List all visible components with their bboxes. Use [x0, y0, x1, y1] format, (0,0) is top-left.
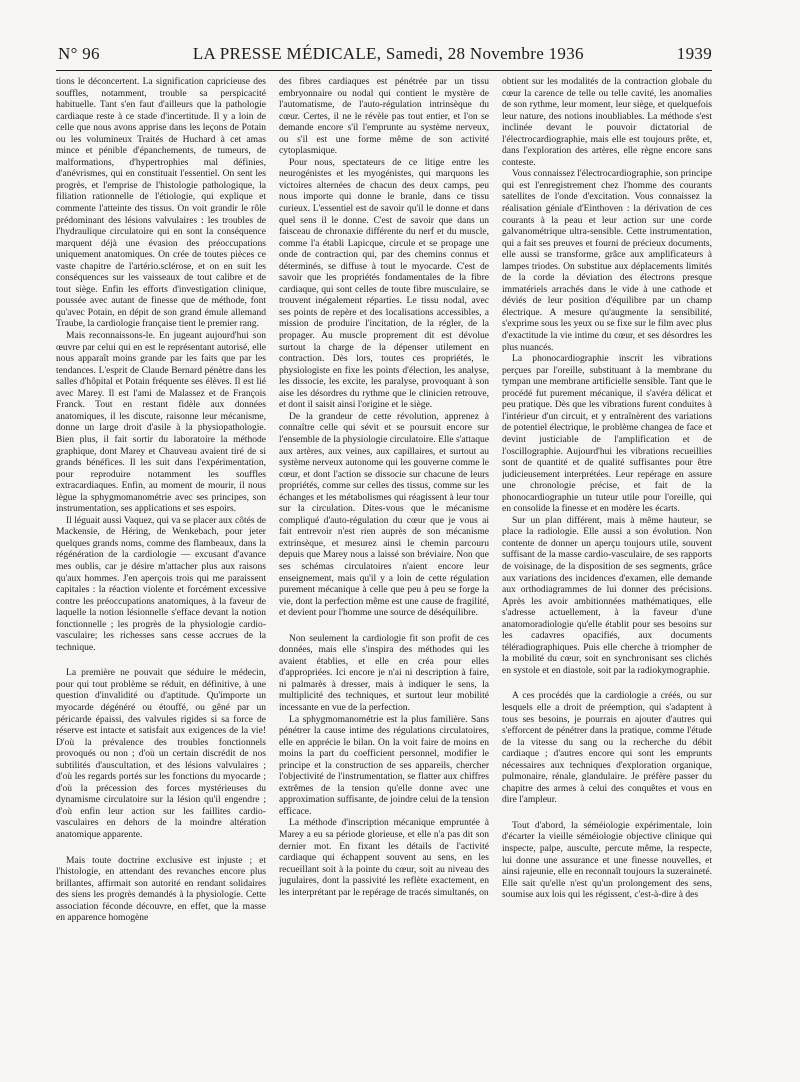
- paragraph: Non seulement la cardiologie fit son profit de ces données, mais elle s'inspira des méthodes qui les avaient établies, et elle en créa pour elles d'appropriées. Ici encore je n'ai ni description à faire, ni palmarès à dresser, mais à indiquer le sens, la multiplicité des techniques, et surtout leur mobilité incessante en vue de la perfection.: [279, 632, 489, 713]
- paragraph: Mais toute doctrine exclusive est injuste ; et l'histologie, en attendant des revanches encore plus brillantes, affirmait son autorité en rendant solidaires des siens les progrès demandés à la physiologie. Cette association féconde découvre, en effet, que la masse en apparence homogène: [56, 854, 266, 924]
- paragraph: tions le déconcertent. La signification capricieuse des souffles, notamment, trouble sa perspicacité habituelle. Tant s'en faut d'ailleurs que la pathologie cardiaque reste à ce stade d'incertitude. Il y a loin de celle que nous avons apprise dans les leçons de Potain ou les volumineux Traités de Huchard à cet amas mince et pénible d'épanchements, de tumeurs, de malformations, d'hypertrophies mal définies, d'anévrismes, qui en constituait l'essentiel. On sent les progrès, et l'emprise de l'histologie pathologique, la filiation rationnelle de l'étiologie, qui explique et commente l'atteinte des tissus. On voit grandir le rôle prédominant des lésions valvulaires : les troubles de l'hydraulique circulatoire qui en sont la conséquence marquent déjà une évasion des préoccupations uniquement anatomiques. On crée de toutes pièces ce vaste chapitre de l'artério.sclérose, et on en suit les conséquences sur les vaisseaux de tout calibre et de tout siège. Enfin les efforts d'investigation clinique, poussée avec autant de finesse que de méthode, font qu'avec Potain, en dépit de son grand émule allemand Traube, la cardiologie française tient le premier rang.: [56, 76, 266, 330]
- paragraph: La méthode d'inscription mécanique empruntée à Marey a eu sa période glorieuse, et elle n'a pas dit son dernier mot. En fixant les détails de l'activité cardiaque qui échappent souvent au sens, en les recueillant soit à la pointe du cœur, soit au niveau des jugulaires, dont la passivité les reflète exactement, en les interprétant par le repérage de tracés simultanés, on: [279, 817, 489, 898]
- paragraph: obtient sur les modalités de la contraction globale du cœur la carence de telle ou telle cavité, les anomalies de son rythme, leur moment, leur siège, et quelquefois leur nature, des notions inoubliables. La méthode s'est inclinée devant le pouvoir dictatorial de l'électrocardiographie, mais elle est toujours prête, et, dans l'exploration des artères, elle règne encore sans conteste.: [502, 76, 712, 168]
- page-number: 1939: [676, 44, 712, 63]
- paragraph: Pour nous, spectateurs de ce litige entre les neurogénistes et les myogénistes, qui marquons les victoires alternées de chacun des deux camps, peu nous importe qui donne le branle, dans ce tissu curieux. L'essentiel est de savoir qu'il le donne et dans quel sens il le donne. C'est de savoir que dans un faisceau de chronaxie différente du nerf et du muscle, comme l'a établi Lapicque, circule et se propage une onde de contraction qui, par des chemins connus et déterminés, se diffuse à tout le myocarde. C'est de savoir que les propriétés fondamentales de la fibre cardiaque, qui sont celles de toute fibre musculaire, se trouvent inégalement réparties. Le tissu nodal, avec ses points de repère et des localisations accessibles, a mission de produire l'incitation, de la régler, de la propager. Au muscle proprement dit est dévolue surtout la charge de la dépenser utilement en contraction. Dès lors, toutes ces propriétés, le physiologiste en fixe les points d'élection, les analyse, les dissocie, les excite, les paralyse, provoquant à son aise les désordres du rythme que le clinicien retrouve, et dont il saisit ainsi l'origine et le siège.: [279, 156, 489, 411]
- paragraph: A ces procédés que la cardiologie a créés, ou sur lesquels elle a droit de préemption, qui s'adaptent à tous ses besoins, je pourrais en ajouter d'autres qui s'efforcent de pénétrer dans la pratique, comme l'étude de la vitesse du sang ou la recherche du débit cardiaque ; d'autres encore qui sont les emprunts nécessaires aux techniques d'exploration organique, pulmonaire, rénale, glandulaire. Je préfère passer du chapitre des armes à celui des conquêtes et vous en dire l'ampleur.: [502, 690, 712, 806]
- paragraph: Mais reconnaissons-le. En jugeant aujourd'hui son œuvre par celui qui en est le représentant autorisé, elle nous apparaît moins grande par les faits que par les tendances. L'esprit de Claude Bernard pénètre dans les salles d'hôpital et Potain fréquente ses élèves. Il est lié avec Marey. Il est l'ami de Malassez et de François Franck. Tout en restant fidèle aux données anatomiques, il les discute, raisonne leur mécanisme, donne un large droit d'asile à la physiopathologie. Bien plus, il fait sortir du laboratoire la méthode graphique, dont Marey et Chauveau avaient tiré de si grands bénéfices. Il les suit dans l'expérimentation, pour reproduire notamment les souffles extracardiaques. Enfin, au moment de mourir, il nous lègue la sphygmomanométrie avec ses principes, son instrumentation, ses applications et ses espoirs.: [56, 330, 266, 515]
- paragraph: Tout d'abord, la séméiologie expérimentale, loin d'écarter la vieille séméiologie objective clinique qui inspecte, palpe, ausculte, percute même, la respecte, lui donne une assurance et une finesse nouvelles, et ainsi rajeunie, elle en reconnaît toujours la suzeraineté. Elle sait qu'elle n'est qu'un prolongement des sens, soumise aux lois qui les régissent, c'est-à-dire à des: [502, 819, 712, 901]
- header-rule: [56, 70, 712, 71]
- paragraph: La sphygmomanométrie est la plus familière. Sans pénétrer la cause intime des régulations circulatoires, elle en apprécie le bilan. On la voit faire de moins en moins la part du coefficient personnel, modifier le principe et la construction de ses appareils, chercher l'objectivité de l'instrumentation, se flatter aux chiffres extrêmes de la tension qu'elle donne avec une approximation suffisante, de joindre celui de la tension efficace.: [279, 713, 489, 817]
- journal-title: LA PRESSE MÉDICALE, Samedi, 28 Novembre 1936: [192, 44, 584, 63]
- paragraph: La première ne pouvait que séduire le médecin, pour qui tout problème se réduit, en définitive, à une question d'invalidité ou d'aptitude. Qu'importe un myocarde dégénéré ou étouffé, ou gêné par un péricarde épaissi, des valvules rigides si sa force de réserve est intacte et satisfait aux exigences de la vie! D'où la prévalence des troubles fonctionnels provoqués ou non ; d'où un certain discrédit de nos subtilités d'auscultation, et des lésions valvulaires ; d'où les regards portés sur les fonctions du myocarde ; d'où la précession des forces mystérieuses du dynamisme circulatoire sur la lésion qu'il engendre ; d'où enfin leur action sur les faillites cardio-vasculaires en dehors de la moindre altération anatomique apparente.: [56, 667, 266, 840]
- paragraph: Vous connaissez l'électrocardiographie, son principe qui est l'enregistrement chez l'homme des courants satellites de l'onde d'excitation. Vous connaissez la réalisation géniale d'Einthoven : la dérivation de ces courants à la peau et leur action sur une corde galvanométrique ultra-sensible. Cette instrumentation, qui a fait ses preuves et fourni de précieux documents, elle aussi se transforme, grâce aux amplificateurs à lampes triodes. On substitue aux déplacements limités de la corde la déviation des électrons presque immatériels arrachés dans le vide à une cathode et déviés de leur position d'équilibre par un champ électrique. A mesure qu'augmente la sensibilité, s'exprime sous les yeux ou se fixe sur le film avec plus d'exactitude la vie intime du cœur, et ses désordres les plus nuancés.: [502, 168, 712, 353]
- paragraph: des fibres cardiaques est pénétrée par un tissu embryonnaire ou nodal qui contient le mystère de l'automatisme, de l'auto-régulation intrinsèque du cœur. Certes, il ne le révèle pas tout entier, et l'on se demande encore s'il l'emprunte au système nerveux, ou s'il est une forme même de son activité cytoplasmique.: [279, 76, 489, 157]
- issue-number: N° 96: [58, 44, 100, 63]
- column-2: [279, 76, 489, 1071]
- paragraph: De la grandeur de cette révolution, apprenez à connaître celle qui sévit et se poursuit encore sur l'ensemble de la physiologie circulatoire. Elle s'attaque aux artères, aux veines, aux capillaires, et surtout au système nerveux autonome qui les gouverne comme le cœur, et dont l'action se dissocie sur chacune de leurs propriétés, comme sur celles des tissus, comme sur les échanges et les métabolismes qui réagissent à leur tour sur la circulation. Dites-vous que le mécanisme compliqué d'auto-régulation du cœur que je vous ai fait entrevoir n'est rien auprès de son mécanisme extrinsèque, et mesurez ainsi le chemin parcouru depuis que Marey nous a laissé son bréviaire. Non que ses schémas circulatoires n'aient encore leur enseignement, mais qu'il y a loin de cette régulation purement mécanique à celle que peu à peu se forge la vie, dont la perfection même est une cause de fragilité, et devient pour l'homme une source de déséquilibre.: [279, 410, 489, 619]
- paragraph: Il léguait aussi Vaquez, qui va se placer aux côtés de Mackensie, de Héring, de Wenkebach, pour jeter quelques grands noms, comme des flambeaux, dans la régénération de la cardiologie — excusant d'avance mes oublis, car je désire m'attacher plus aux raisons qu'aux hommes. J'en aperçois trois qui me paraissent capitales : la réaction violente et forcément excessive contre les préoccupations anatomiques, à la faveur de laquelle la notion lésionnelle s'efface devant la notion fonctionnelle ; les progrès de la physiologie cardio-vasculaire; les richesses sans cesse accrues de la technique.: [56, 514, 266, 653]
- paragraph: La phonocardiographie inscrit les vibrations perçues par l'oreille, substituant à la membrane du tympan une membrane artificielle sensible. Tant que le procédé fut purement mécanique, il s'avéra délicat et peu pratique. Dès que les vibrations furent conduites à l'intérieur d'un circuit, et y entraînèrent des variations de potentiel électrique, le problème changea de face et devint justiciable de l'amplification et de l'oscillographie. Aujourd'hui les vibrations recueillies sont de quantité et de qualité suffisantes pour être judicieusement interprétées. Leur repérage en assure une chronologie précise, et fait de la phonocardiographie un tuteur utile pour l'oreille, qui en consolide la finesse et en modère les écarts.: [502, 353, 712, 515]
- column-3: [502, 76, 712, 1071]
- column-1: [56, 76, 266, 1071]
- running-header: [58, 44, 712, 68]
- paragraph: Sur un plan différent, mais à même hauteur, se place la radiologie. Elle aussi a son évolution. Non contente de donner un aperçu toujours utile, souvent suffisant de la masse cardio-vasculaire, de ses rapports de voisinage, de la disposition de ses segments, grâce aux variations des incidences d'examen, elle demande aux orthodiagrammes de lui donner des précisions. Après les avoir ambitionnées mathématiques, elle s'adresse actuellement, à la faveur d'une anatomoradiologie qu'elle établit pour ses besoins sur les cadavres opacifiés, aux documents téléradiographiques. Puis elle cherche à triompher de la mobilité du cœur, soit en synchronisant ses clichés en systole et en diastole, soit par la radiokymographie.: [502, 514, 712, 676]
- text-columns: [56, 76, 712, 1071]
